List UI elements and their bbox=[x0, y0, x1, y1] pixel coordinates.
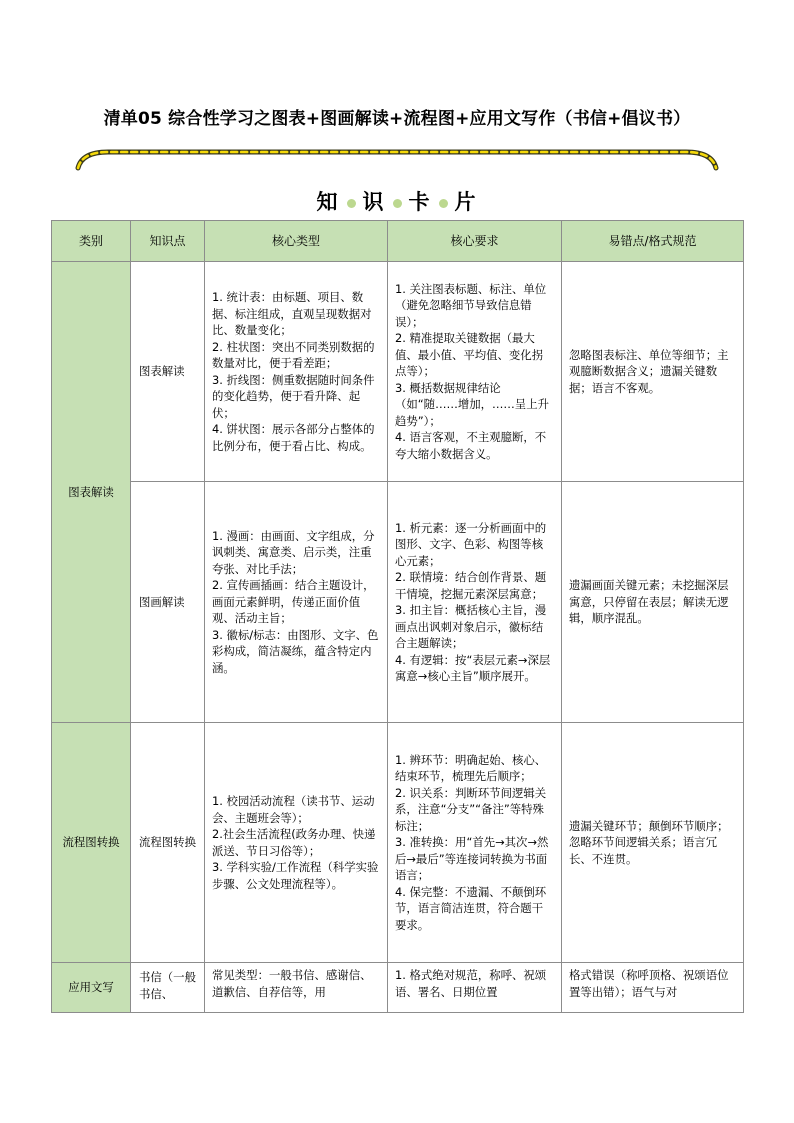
requirements-cell: 1. 格式绝对规范，称呼、祝颂语、署名、日期位置 bbox=[388, 963, 562, 1013]
header-category: 类别 bbox=[52, 221, 131, 262]
dot-icon bbox=[393, 199, 402, 208]
dot-icon bbox=[439, 199, 448, 208]
header-point: 知识点 bbox=[131, 221, 205, 262]
knowledge-table bbox=[51, 220, 744, 1013]
subtitle-char: 知 bbox=[316, 190, 340, 214]
table-header-row bbox=[52, 221, 744, 262]
list-item: 1. 统计表：由标题、项目、数据、标注组成，直观呈现数据对比、数量变化； bbox=[212, 290, 372, 337]
page-title: 清单05 综合性学习之图表+图画解读+流程图+应用文写作（书信+倡议书） bbox=[103, 109, 691, 129]
section-subtitle bbox=[0, 186, 794, 216]
errors-cell: 遗漏关键环节；颠倒环节顺序；忽略环节间逻辑关系；语言冗长、不连贯。 bbox=[562, 723, 744, 963]
subtitle-char: 识 bbox=[362, 190, 386, 214]
list-item: 2. 识关系：判断环节间逻辑关系，注意“分支”“备注”等特殊标注； bbox=[395, 785, 547, 833]
table-row bbox=[52, 723, 744, 963]
requirements-cell bbox=[388, 723, 562, 963]
list-item: 3. 概括数据规律结论（如“随……增加，……呈上升趋势”）； bbox=[395, 380, 549, 428]
list-item: 2. 宣传画插画：结合主题设计，画面元素鲜明，传递正面价值观、活动主旨； bbox=[212, 578, 375, 626]
list-item: 3. 准转换：用“首先→其次→然后→最后”等连接词转换为书面语言； bbox=[395, 835, 549, 883]
list-item: 2. 联情境：结合创作背景、题干情境，挖掘元素深层寓意； bbox=[395, 570, 547, 601]
list-item: 3. 扣主旨：概括核心主旨，漫画点出讽刺对象启示，徽标结合主题解读； bbox=[395, 603, 547, 650]
list-item: 1. 校园活动流程（读书节、运动会、主题班会等）； bbox=[212, 794, 375, 825]
list-item: 2. 精准提取关键数据（最大值、最小值、平均值、变化拐点等）； bbox=[395, 331, 544, 379]
header-types: 核心类型 bbox=[205, 221, 388, 262]
list-item: 3. 徽标/标志：由图形、文字、色彩构成，简洁凝练，蕴含特定内涵。 bbox=[212, 627, 379, 675]
list-item: 1. 关注图表标题、标注、单位（避免忽略细节导致信息错误）； bbox=[395, 281, 547, 329]
knowledge-point-cell: 图表解读 bbox=[131, 262, 205, 482]
requirements-cell bbox=[388, 262, 562, 482]
list-item: 3. 学科实验/工作流程（科学实验步骤、公文处理流程等）。 bbox=[212, 860, 379, 891]
category-cell: 应用文写 bbox=[52, 963, 131, 1013]
list-item: 4. 保完整：不遗漏、不颠倒环节，语言简洁连贯，符合题干要求。 bbox=[395, 884, 547, 932]
types-cell bbox=[205, 482, 388, 723]
errors-cell: 格式错误（称呼顶格、祝颂语位置等出错）；语气与对 bbox=[562, 963, 744, 1013]
list-item: 2.社会生活流程(政务办理、快递派送、节日习俗等）； bbox=[212, 827, 376, 858]
types-cell bbox=[205, 723, 388, 963]
list-item: 2. 柱状图：突出不同类别数据的数量对比，便于看差距； bbox=[212, 339, 375, 370]
errors-cell: 忽略图表标注、单位等细节；主观臆断数据含义；遗漏关键数据；语言不客观。 bbox=[562, 262, 744, 482]
table-row bbox=[52, 482, 744, 723]
header-errors: 易错点/格式规范 bbox=[562, 221, 744, 262]
list-item: 1. 析元素：逐一分析画面中的图形、文字、色彩、构图等核心元素； bbox=[395, 520, 547, 568]
knowledge-point-cell: 流程图转换 bbox=[131, 723, 205, 963]
list-item: 3. 折线图：侧重数据随时间条件的变化趋势，便于看升降、起伏； bbox=[212, 372, 375, 420]
knowledge-point-cell: 书信（一般书信、 bbox=[131, 963, 205, 1013]
table-row bbox=[52, 963, 744, 1013]
subtitle-char: 片 bbox=[454, 190, 478, 214]
dot-icon bbox=[347, 199, 356, 208]
errors-cell: 遗漏画面关键元素；未挖掘深层寓意，只停留在表层；解读无逻辑，顺序混乱。 bbox=[562, 482, 744, 723]
header-requirements: 核心要求 bbox=[388, 221, 562, 262]
knowledge-point-cell: 图画解读 bbox=[131, 482, 205, 723]
list-item: 1. 漫画：由画面、文字组成，分讽刺类、寓意类、启示类，注重夸张、对比手法； bbox=[212, 528, 375, 576]
category-cell: 流程图转换 bbox=[52, 723, 131, 963]
types-cell bbox=[205, 262, 388, 482]
category-cell: 图表解读 bbox=[52, 262, 131, 723]
list-item: 1. 辨环节：明确起始、核心、结束环节，梳理先后顺序； bbox=[395, 752, 547, 784]
subtitle-char: 卡 bbox=[408, 190, 432, 214]
requirements-cell bbox=[388, 482, 562, 723]
list-item: 4. 语言客观，不主观臆断，不夸大缩小数据含义。 bbox=[395, 430, 547, 461]
list-item: 4. 有逻辑：按“表层元素→深层寓意→核心主旨”顺序展开。 bbox=[395, 652, 551, 683]
list-item: 4. 饼状图：展示各部分占整体的比例分布，便于看占比、构成。 bbox=[212, 422, 375, 453]
table-row bbox=[52, 262, 744, 482]
types-cell: 常见类型：一般书信、感谢信、道歉信、自荐信等，用 bbox=[205, 963, 388, 1013]
decorative-divider bbox=[68, 148, 726, 172]
